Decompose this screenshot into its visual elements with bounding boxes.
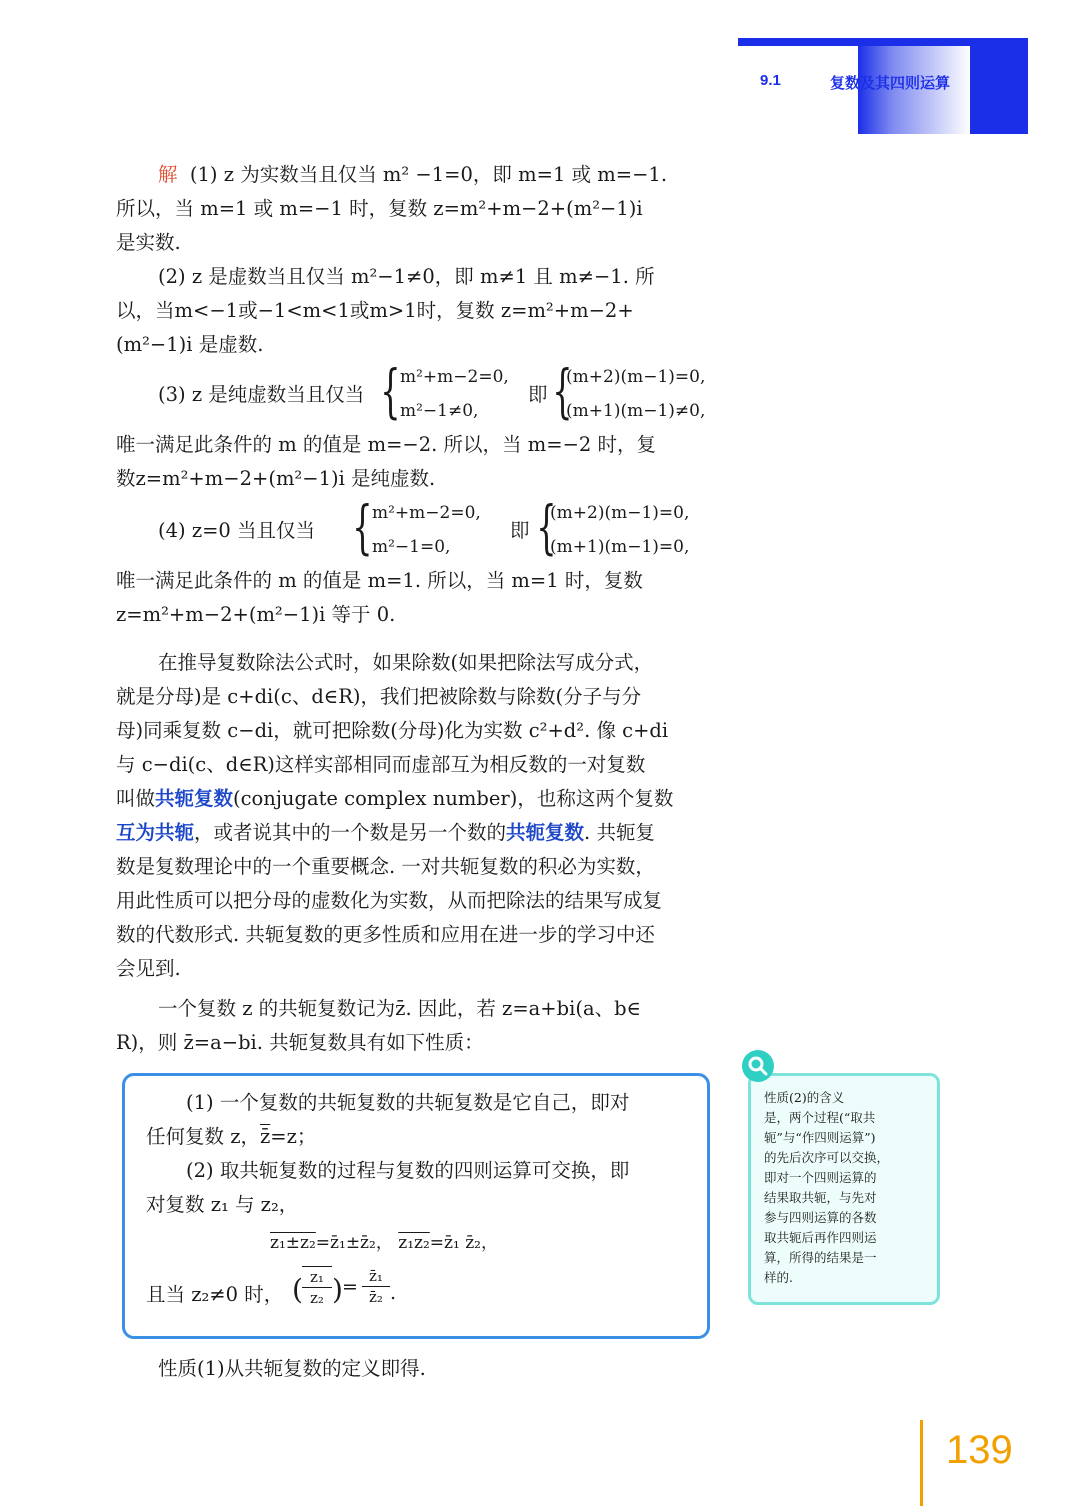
property-line: 且当 z₂≠0 时，	[146, 1283, 284, 1306]
left-brace: {	[380, 357, 401, 425]
body-line: 数的代数形式. 共轭复数的更多性质和应用在进一步的学习中还	[116, 923, 655, 946]
property-line	[146, 1120, 316, 1154]
left-paren: (	[292, 1273, 303, 1306]
period: .	[390, 1282, 397, 1304]
body-line: 与 c−di(c、d∈R)这样实部相同而虚部互为相反数的一对复数	[116, 753, 646, 776]
case3-lead: (3) z 是纯虚数当且仅当	[158, 383, 365, 406]
property-line: (2) 取共轭复数的过程与复数的四则运算可交换，即	[186, 1159, 630, 1182]
body-line	[116, 782, 716, 816]
equation: (m+1)(m−1)≠0,	[566, 401, 706, 421]
text: . 共轭复	[584, 821, 655, 844]
case4-mid: 即	[510, 519, 530, 542]
left-brace: {	[536, 493, 557, 561]
side-note-text: 性质(2)的含义 是，两个过程(“取共 轭”与“作四则运算”) 的先后次序可以交换， 即对一个四则运算的 结果取共轭，与先对 参与四则运算的各数 取共轭后再作四则运 算，所得的结果是一 样的.	[764, 1090, 890, 1285]
formula-lhs: z₁±z₂	[270, 1233, 316, 1253]
solution-line: 是实数.	[116, 231, 181, 254]
text: 叫做	[116, 787, 156, 810]
solution-line: z=m²+m−2+(m²−1)i 等于 0.	[116, 603, 396, 626]
body-line: 用此性质可以把分母的虚数化为实数，从而把除法的结果写成复	[116, 889, 663, 912]
equals: =	[342, 1276, 358, 1298]
term-conjugate-complex: 共轭复数	[506, 822, 585, 844]
body-line: 就是分母)是 c+di(c、d∈R)，我们把被除数与除数(分子与分	[116, 685, 642, 708]
case3-mid: 即	[528, 383, 548, 406]
equation: m²+m−2=0,	[400, 367, 509, 387]
solution-line: (m²−1)i 是虚数.	[116, 333, 264, 356]
right-paren: )	[332, 1273, 343, 1306]
frac-num: z̄₁	[362, 1266, 390, 1287]
page-number: 139	[946, 1428, 1013, 1472]
solution-line: 以，当m<−1或−1<m<1或m>1时，复数 z=m²+m−2+	[116, 299, 634, 322]
frac-den: z₂	[310, 1289, 324, 1307]
closing-line: 性质(1)从共轭复数的定义即得.	[158, 1357, 426, 1380]
equation: m²−1≠0,	[400, 401, 479, 421]
term-conjugate-complex: 共轭复数	[155, 788, 234, 810]
double-conjugate: z̄	[259, 1125, 271, 1148]
equation: (m+2)(m−1)=0,	[550, 503, 690, 523]
body-line: 数是复数理论中的一个重要概念. 一对共轭复数的积必为实数，	[116, 855, 655, 878]
body-line	[116, 816, 716, 850]
solution-line: 数z=m²+m−2+(m²−1)i 是纯虚数.	[116, 467, 436, 490]
property-line: 对复数 z₁ 与 z₂，	[146, 1193, 299, 1216]
section-number: 9.1	[760, 72, 781, 89]
term-mutually-conjugate: 互为共轭	[116, 822, 195, 844]
page-number-rule	[920, 1420, 923, 1506]
solution-line: (2) z 是虚数当且仅当 m²−1≠0，即 m≠1 且 m≠−1. 所	[158, 265, 655, 288]
solution-line	[158, 158, 758, 192]
solution-line: 唯一满足此条件的 m 的值是 m=1. 所以，当 m=1 时，复数	[116, 569, 643, 592]
text: =z；	[270, 1125, 317, 1148]
solution-line: 所以，当 m=1 或 m=−1 时，复数 z=m²+m−2+(m²−1)i	[116, 197, 643, 220]
formula-rhs: =z̄₁±z̄₂，	[315, 1233, 393, 1253]
text: (conjugate complex number)，也称这两个复数	[233, 787, 674, 810]
body-line: 在推导复数除法公式时，如果除数(如果把除法写成分式，	[158, 651, 654, 674]
text: ，或者说其中的一个数是另一个数的	[194, 821, 507, 844]
equation: m²−1=0,	[372, 537, 451, 557]
body-line: 会见到.	[116, 957, 181, 980]
formula-rhs: =z̄₁ z̄₂，	[429, 1233, 498, 1253]
solution-text: (1) z 为实数当且仅当 m² −1=0，即 m=1 或 m=−1.	[189, 163, 668, 186]
property-formula	[270, 1226, 498, 1260]
formula-lhs: z₁z₂	[398, 1233, 430, 1253]
solution-label: 解	[158, 163, 178, 186]
case4-lead: (4) z=0 当且仅当	[158, 519, 316, 542]
fraction	[302, 1266, 332, 1308]
frac-den: z̄₂	[369, 1288, 383, 1306]
equation: (m+1)(m−1)=0,	[550, 537, 690, 557]
fraction	[362, 1266, 390, 1307]
frac-num: z₁	[302, 1267, 332, 1288]
property-line: (1) 一个复数的共轭复数的共轭复数是它自己，即对	[186, 1091, 630, 1114]
equation: (m+2)(m−1)=0,	[566, 367, 706, 387]
magnifier-icon	[742, 1050, 774, 1082]
left-brace: {	[352, 493, 373, 561]
body-line: 一个复数 z 的共轭复数记为z̄. 因此，若 z=a+bi(a、b∈	[158, 997, 641, 1020]
body-line: R)，则 z̄=a−bi. 共轭复数具有如下性质：	[116, 1031, 484, 1054]
left-brace: {	[552, 357, 573, 425]
body-line: 母)同乘复数 c−di，就可把除数(分母)化为实数 c²+d². 像 c+di	[116, 719, 669, 742]
section-title: 复数及其四则运算	[830, 75, 951, 92]
solution-line: 唯一满足此条件的 m 的值是 m=−2. 所以，当 m=−2 时，复	[116, 433, 657, 456]
text: 任何复数 z，	[146, 1125, 260, 1148]
equation: m²+m−2=0,	[372, 503, 481, 523]
